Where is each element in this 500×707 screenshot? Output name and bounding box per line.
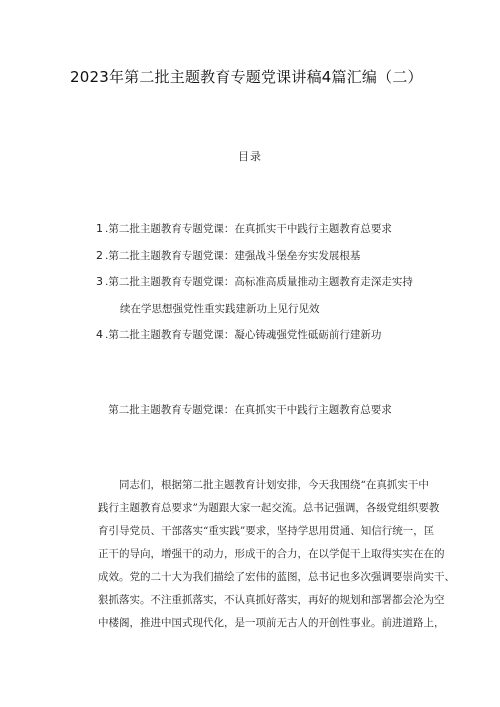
- toc-item-1[interactable]: [96, 216, 456, 243]
- section-heading: 第二批主题教育专题党课：在真抓实干中践行主题教育总要求: [108, 404, 392, 416]
- toc-item-label: .第二批主题教育专题党课：在真抓实干中践行主题教育总要求: [105, 223, 392, 235]
- body-paragraph: [98, 474, 455, 635]
- toc-number: 4: [96, 328, 103, 341]
- document-title: 2023年第二批主题教育专题党课讲稿4篇汇编（二）: [70, 68, 423, 86]
- body-line: 践行主题教育总要求”为题跟大家一起交流。总书记强调，各级党组织要教: [98, 502, 440, 514]
- toc-item-3-continued[interactable]: [96, 296, 456, 323]
- toc-heading: 目录: [238, 150, 262, 163]
- body-line: 狠抓落实。不注重抓落实，不认真抓好落实，再好的规划和部署都会沦为空: [98, 594, 445, 606]
- body-line: 中楼阁，推进中国式现代化，是一项前无古人的开创性事业。前进道路上，: [98, 617, 445, 629]
- body-line: 正干的导向，增强干的动力，形成干的合力，在以学促干上取得实实在在的: [98, 548, 445, 560]
- body-line: 育引导党员、干部落实“重实践”要求，坚持学思用贯通、知信行统一，匡: [98, 525, 435, 537]
- toc-number: 2: [96, 248, 103, 262]
- toc-item-2[interactable]: [96, 243, 456, 270]
- toc-item-label: .第二批主题教育专题党课：高标准高质量推动主题教育走深走实持: [105, 276, 413, 288]
- body-line: 同志们，根据第二批主题教育计划安排，今天我围绕“在真抓实干中: [119, 479, 429, 491]
- body-line: 成效。党的二十大为我们描绘了宏伟的蓝图，总书记也多次强调要崇尚实干、: [98, 571, 455, 583]
- toc-item-4[interactable]: [96, 322, 456, 349]
- toc-number: 1: [96, 222, 103, 235]
- toc-item-label: .第二批主题教育专题党课：凝心铸魂强党性砥砺前行建新功: [105, 329, 382, 341]
- toc-item-label-continued: 续在学思想强党性重实践建新功上见行见效: [120, 302, 320, 315]
- toc-item-label: .第二批主题教育专题党课：建强战斗堡垒夯实发展根基: [105, 249, 361, 262]
- toc-number: 3: [96, 275, 103, 288]
- toc-item-3[interactable]: [96, 269, 456, 296]
- table-of-contents: [96, 216, 456, 349]
